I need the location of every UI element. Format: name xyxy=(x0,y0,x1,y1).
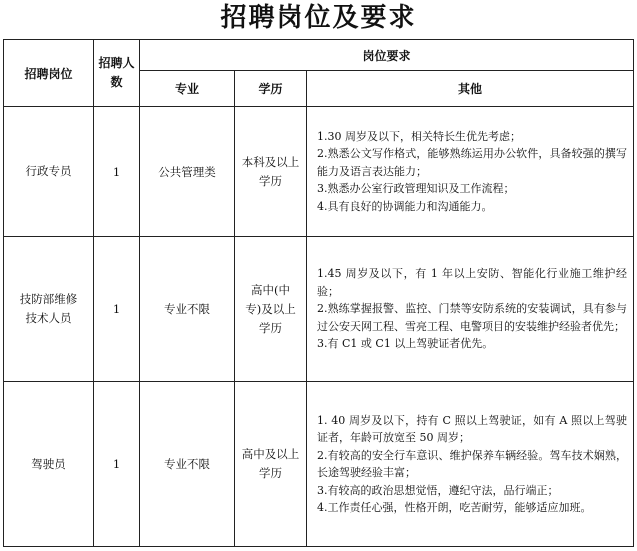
requirement-item: 1.45 周岁及以下，有 1 年以上安防、智能化行业施工维护经验； xyxy=(317,267,628,298)
requirement-item: 4.工作责任心强，性格开朗，吃苦耐劳，能够适应加班。 xyxy=(317,501,592,514)
table-row xyxy=(4,107,634,237)
page-title: 招聘岗位及要求 xyxy=(220,3,417,33)
header-requirements: 岗位要求 xyxy=(140,40,634,71)
header-major: 专业 xyxy=(140,71,235,107)
count-cell: 1 xyxy=(94,107,140,237)
requirements-cell xyxy=(307,382,634,547)
header-position: 招聘岗位 xyxy=(4,40,94,107)
requirement-item: 2.熟练掌握报警、监控、门禁等安防系统的安装调试，具有参与过公安天网工程、雪亮工程、电警项目的安装维护经验者优先； xyxy=(317,302,628,333)
recruitment-table xyxy=(3,39,634,547)
table-row xyxy=(4,382,634,547)
position-cell: 驾驶员 xyxy=(4,382,94,547)
education-cell: 本科及以上学历 xyxy=(235,107,307,237)
header-other: 其他 xyxy=(307,71,634,107)
header-row-1 xyxy=(4,40,634,71)
requirement-item: 2.熟悉公文写作格式，能够熟练运用办公软件，具备较强的撰写能力及语言表达能力； xyxy=(317,147,628,178)
major-cell: 专业不限 xyxy=(140,382,235,547)
requirement-item: 1. 40 周岁及以下，持有 C 照以上驾驶证，如有 A 照以上驾驶证者，年龄可放宽至 50 周岁； xyxy=(317,413,628,444)
requirement-item: 3.有 C1 或 C1 以上驾驶证者优先。 xyxy=(317,337,494,351)
requirement-item: 4.具有良好的协调能力和沟通能力。 xyxy=(317,199,493,213)
education-cell: 高中及以上学历 xyxy=(235,382,307,547)
count-cell: 1 xyxy=(94,382,140,547)
major-cell: 公共管理类 xyxy=(140,107,235,237)
requirement-item: 3.熟悉办公室行政管理知识及工作流程； xyxy=(317,182,515,196)
position-cell: 行政专员 xyxy=(4,107,94,237)
position-cell: 技防部维修技术人员 xyxy=(4,237,94,382)
table-row xyxy=(4,237,634,382)
major-cell: 专业不限 xyxy=(140,237,235,382)
header-education: 学历 xyxy=(235,71,307,107)
requirement-item: 1.30 周岁及以下，相关特长生优先考虑； xyxy=(317,129,521,143)
requirement-item: 2.有较高的安全行车意识、维护保养车辆经验。驾车技术娴熟，长途驾驶经验丰富； xyxy=(317,448,628,479)
requirements-cell xyxy=(307,237,634,382)
header-count: 招聘人数 xyxy=(94,40,140,107)
requirement-item: 3.有较高的政治思想觉悟，遵纪守法，品行端正； xyxy=(317,483,559,497)
count-cell: 1 xyxy=(94,237,140,382)
requirements-cell xyxy=(307,107,634,237)
education-cell: 高中(中专)及以上学历 xyxy=(235,237,307,382)
